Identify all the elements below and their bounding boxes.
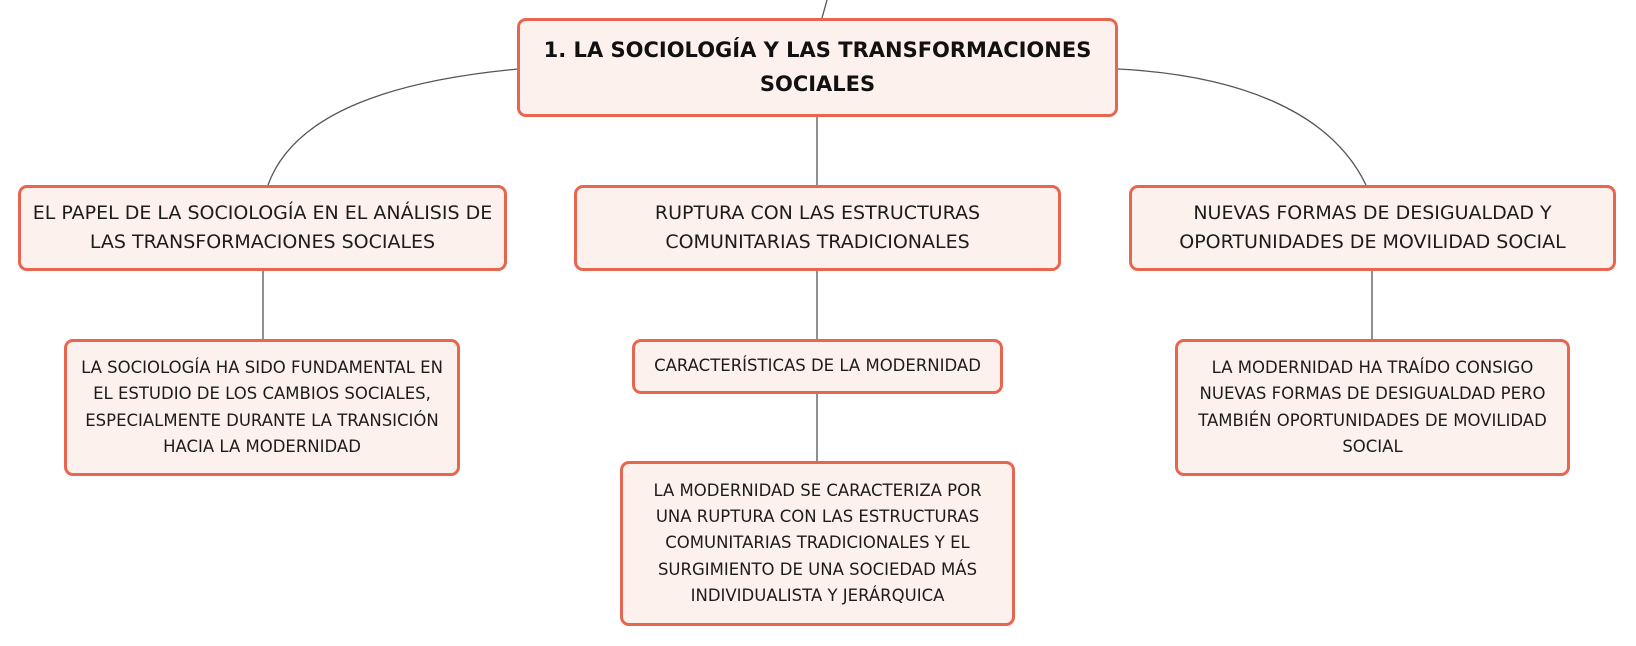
branch-topic-ruptura-estructuras[interactable] xyxy=(574,185,1061,271)
branch-topic-label: NUEVAS FORMAS DE DESIGUALDAD Y OPORTUNIDADES DE MOVILIDAD SOCIAL xyxy=(1179,201,1566,253)
subtopic-label: LA MODERNIDAD SE CARACTERIZA POR UNA RUPTURA CON LAS ESTRUCTURAS COMUNITARIAS TRADICIONALES Y EL SURGIMIENTO DE UNA SOCIEDAD MÁS INDIVIDUALISTA Y JERÁRQUICA xyxy=(653,480,982,606)
subtopic-caracteristicas-modernidad[interactable] xyxy=(632,339,1003,394)
connector-root-to-branch-3 xyxy=(1118,69,1366,185)
branch-topic-papel-sociologia[interactable] xyxy=(18,185,507,271)
connector-parent-to-root xyxy=(822,0,827,18)
subtopic-label: LA SOCIOLOGÍA HA SIDO FUNDAMENTAL EN EL ESTUDIO DE LOS CAMBIOS SOCIALES, ESPECIALMENTE DURANTE LA TRANSICIÓN HACIA LA MODERNIDAD xyxy=(81,357,443,456)
subtopic-label: CARACTERÍSTICAS DE LA MODERNIDAD xyxy=(654,356,981,376)
subtopic-modernidad-caracteriza[interactable] xyxy=(620,461,1015,626)
root-topic[interactable] xyxy=(517,18,1118,117)
branch-topic-label: RUPTURA CON LAS ESTRUCTURAS COMUNITARIAS TRADICIONALES xyxy=(654,201,981,253)
subtopic-label: LA MODERNIDAD HA TRAÍDO CONSIGO NUEVAS FORMAS DE DESIGUALDAD PERO TAMBIÉN OPORTUNIDADES DE MOVILIDAD SOCIAL xyxy=(1198,357,1547,456)
subtopic-modernidad-desigualdad[interactable] xyxy=(1175,339,1570,476)
connector-root-to-branch-1 xyxy=(268,69,518,185)
branch-topic-label: EL PAPEL DE LA SOCIOLOGÍA EN EL ANÁLISIS DE LAS TRANSFORMACIONES SOCIALES xyxy=(32,201,493,253)
subtopic-sociologia-fundamental[interactable] xyxy=(64,339,460,476)
branch-topic-nuevas-formas-desigualdad[interactable] xyxy=(1129,185,1616,271)
root-topic-label: 1. LA SOCIOLOGÍA Y LAS TRANSFORMACIONES SOCIALES xyxy=(543,37,1092,96)
